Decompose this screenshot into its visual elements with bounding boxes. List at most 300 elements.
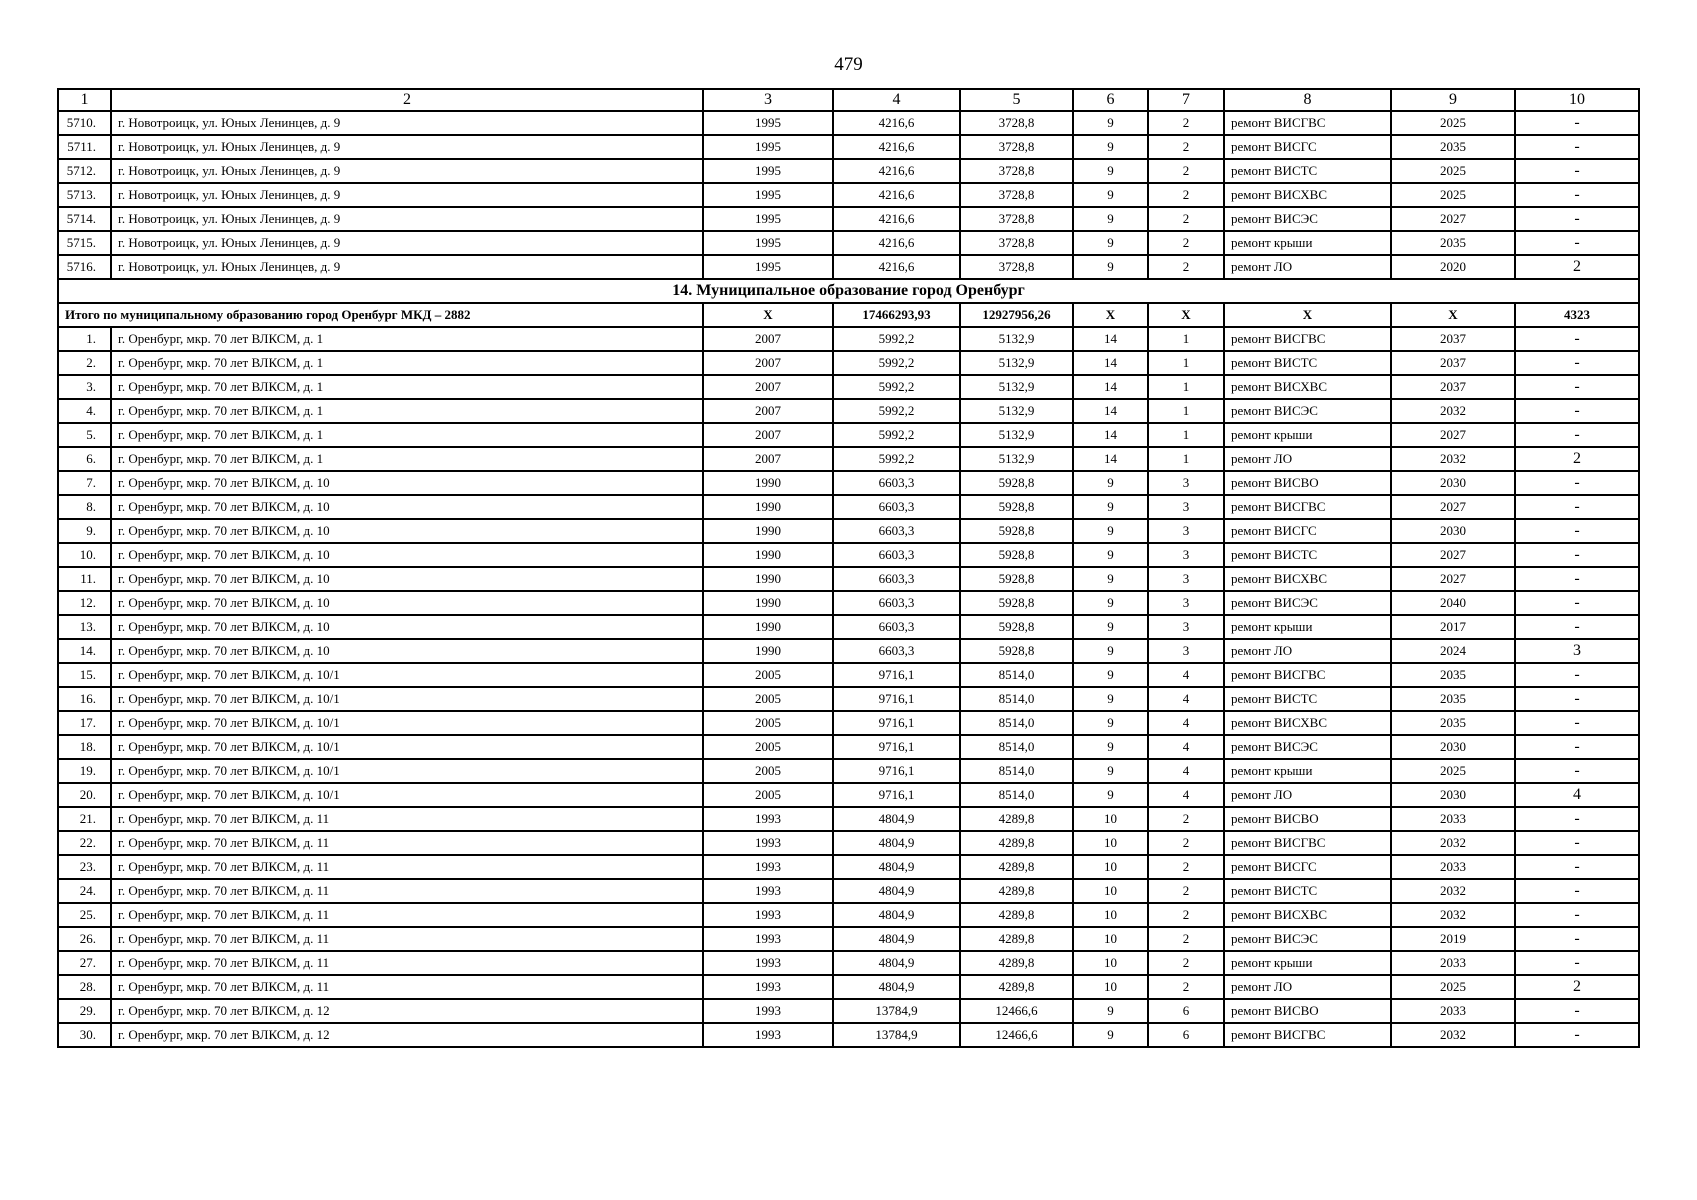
entrances-cell: 2 <box>1148 975 1224 999</box>
work-type-cell: ремонт крыши <box>1224 615 1391 639</box>
planned-year-cell: 2025 <box>1391 975 1515 999</box>
total-label: Итого по муниципальному образованию город Оренбург МКД – 2882 <box>58 303 703 327</box>
total-area-cell: 6603,3 <box>833 519 960 543</box>
floors-cell: 9 <box>1073 711 1148 735</box>
address-cell: г. Оренбург, мкр. 70 лет ВЛКСМ, д. 1 <box>111 399 703 423</box>
total-area-cell: 5992,2 <box>833 447 960 471</box>
floors-cell: 9 <box>1073 783 1148 807</box>
total-cell: 4323 <box>1515 303 1639 327</box>
address-cell: г. Оренбург, мкр. 70 лет ВЛКСМ, д. 11 <box>111 975 703 999</box>
total-cell: 12927956,26 <box>960 303 1073 327</box>
row-number-cell: 23. <box>58 855 111 879</box>
living-area-cell: 5928,8 <box>960 495 1073 519</box>
total-area-cell: 5992,2 <box>833 327 960 351</box>
living-area-cell: 8514,0 <box>960 735 1073 759</box>
entrances-cell: 3 <box>1148 543 1224 567</box>
year-built-cell: 2005 <box>703 663 833 687</box>
living-area-cell: 4289,8 <box>960 927 1073 951</box>
planned-year-cell: 2033 <box>1391 999 1515 1023</box>
total-area-cell: 5992,2 <box>833 375 960 399</box>
address-cell: г. Оренбург, мкр. 70 лет ВЛКСМ, д. 10/1 <box>111 735 703 759</box>
total-area-cell: 4804,9 <box>833 855 960 879</box>
quantity-cell: 2 <box>1515 255 1639 279</box>
row-number-cell: 17. <box>58 711 111 735</box>
quantity-cell: 3 <box>1515 639 1639 663</box>
floors-cell: 14 <box>1073 375 1148 399</box>
planned-year-cell: 2019 <box>1391 927 1515 951</box>
work-type-cell: ремонт ВИСТС <box>1224 159 1391 183</box>
entrances-cell: 2 <box>1148 183 1224 207</box>
work-type-cell: ремонт ВИСГС <box>1224 855 1391 879</box>
work-type-cell: ремонт ВИСВО <box>1224 471 1391 495</box>
row-number-cell: 12. <box>58 591 111 615</box>
work-type-cell: ремонт ВИСТС <box>1224 351 1391 375</box>
living-area-cell: 5132,9 <box>960 399 1073 423</box>
table-row <box>58 327 1639 351</box>
column-header: 5 <box>960 89 1073 111</box>
entrances-cell: 2 <box>1148 807 1224 831</box>
planned-year-cell: 2035 <box>1391 687 1515 711</box>
table-row <box>58 519 1639 543</box>
address-cell: г. Оренбург, мкр. 70 лет ВЛКСМ, д. 1 <box>111 327 703 351</box>
total-area-cell: 5992,2 <box>833 399 960 423</box>
address-cell: г. Оренбург, мкр. 70 лет ВЛКСМ, д. 10 <box>111 543 703 567</box>
entrances-cell: 2 <box>1148 159 1224 183</box>
planned-year-cell: 2027 <box>1391 207 1515 231</box>
year-built-cell: 1995 <box>703 255 833 279</box>
total-area-cell: 4216,6 <box>833 111 960 135</box>
planned-year-cell: 2030 <box>1391 783 1515 807</box>
quantity-cell: - <box>1515 615 1639 639</box>
entrances-cell: 2 <box>1148 903 1224 927</box>
living-area-cell: 5928,8 <box>960 567 1073 591</box>
living-area-cell: 8514,0 <box>960 783 1073 807</box>
total-area-cell: 4804,9 <box>833 879 960 903</box>
row-number-cell: 19. <box>58 759 111 783</box>
planned-year-cell: 2030 <box>1391 519 1515 543</box>
row-number-cell: 13. <box>58 615 111 639</box>
floors-cell: 9 <box>1073 495 1148 519</box>
entrances-cell: 2 <box>1148 207 1224 231</box>
work-type-cell: ремонт ВИСТС <box>1224 543 1391 567</box>
work-type-cell: ремонт ВИСВО <box>1224 999 1391 1023</box>
work-type-cell: ремонт ВИСГС <box>1224 135 1391 159</box>
total-area-cell: 6603,3 <box>833 639 960 663</box>
row-number-cell: 5710. <box>58 111 111 135</box>
work-type-cell: ремонт ВИСГВС <box>1224 1023 1391 1047</box>
entrances-cell: 4 <box>1148 687 1224 711</box>
quantity-cell: - <box>1515 663 1639 687</box>
year-built-cell: 1990 <box>703 495 833 519</box>
year-built-cell: 1990 <box>703 615 833 639</box>
year-built-cell: 1993 <box>703 807 833 831</box>
row-number-cell: 24. <box>58 879 111 903</box>
living-area-cell: 5928,8 <box>960 519 1073 543</box>
address-cell: г. Новотроицк, ул. Юных Ленинцев, д. 9 <box>111 231 703 255</box>
quantity-cell: - <box>1515 591 1639 615</box>
year-built-cell: 1990 <box>703 519 833 543</box>
table-row <box>58 807 1639 831</box>
address-cell: г. Оренбург, мкр. 70 лет ВЛКСМ, д. 1 <box>111 447 703 471</box>
total-area-cell: 9716,1 <box>833 663 960 687</box>
year-built-cell: 2007 <box>703 327 833 351</box>
quantity-cell: - <box>1515 735 1639 759</box>
address-cell: г. Оренбург, мкр. 70 лет ВЛКСМ, д. 1 <box>111 375 703 399</box>
living-area-cell: 5928,8 <box>960 543 1073 567</box>
living-area-cell: 5132,9 <box>960 447 1073 471</box>
table-row <box>58 159 1639 183</box>
work-type-cell: ремонт ВИСХВС <box>1224 375 1391 399</box>
living-area-cell: 5928,8 <box>960 471 1073 495</box>
address-cell: г. Оренбург, мкр. 70 лет ВЛКСМ, д. 11 <box>111 879 703 903</box>
table-row <box>58 255 1639 279</box>
living-area-cell: 5132,9 <box>960 351 1073 375</box>
table-row <box>58 567 1639 591</box>
work-type-cell: ремонт ВИСТС <box>1224 687 1391 711</box>
total-area-cell: 4216,6 <box>833 183 960 207</box>
living-area-cell: 5928,8 <box>960 639 1073 663</box>
floors-cell: 9 <box>1073 519 1148 543</box>
table-row <box>58 183 1639 207</box>
year-built-cell: 1990 <box>703 543 833 567</box>
year-built-cell: 1993 <box>703 903 833 927</box>
living-area-cell: 3728,8 <box>960 255 1073 279</box>
entrances-cell: 6 <box>1148 999 1224 1023</box>
row-number-cell: 15. <box>58 663 111 687</box>
quantity-cell: - <box>1515 831 1639 855</box>
year-built-cell: 1993 <box>703 855 833 879</box>
entrances-cell: 3 <box>1148 639 1224 663</box>
floors-cell: 9 <box>1073 687 1148 711</box>
total-area-cell: 6603,3 <box>833 543 960 567</box>
floors-cell: 14 <box>1073 399 1148 423</box>
quantity-cell: - <box>1515 231 1639 255</box>
row-number-cell: 14. <box>58 639 111 663</box>
column-header: 10 <box>1515 89 1639 111</box>
work-type-cell: ремонт ВИСЭС <box>1224 591 1391 615</box>
quantity-cell: - <box>1515 471 1639 495</box>
living-area-cell: 5132,9 <box>960 423 1073 447</box>
year-built-cell: 2005 <box>703 687 833 711</box>
entrances-cell: 1 <box>1148 327 1224 351</box>
total-area-cell: 6603,3 <box>833 591 960 615</box>
table-row <box>58 615 1639 639</box>
address-cell: г. Оренбург, мкр. 70 лет ВЛКСМ, д. 10/1 <box>111 687 703 711</box>
planned-year-cell: 2035 <box>1391 711 1515 735</box>
total-area-cell: 4216,6 <box>833 135 960 159</box>
floors-cell: 9 <box>1073 231 1148 255</box>
table-row <box>58 375 1639 399</box>
planned-year-cell: 2037 <box>1391 327 1515 351</box>
year-built-cell: 1993 <box>703 951 833 975</box>
entrances-cell: 2 <box>1148 111 1224 135</box>
floors-cell: 9 <box>1073 615 1148 639</box>
quantity-cell: - <box>1515 855 1639 879</box>
year-built-cell: 2007 <box>703 447 833 471</box>
entrances-cell: 1 <box>1148 399 1224 423</box>
total-area-cell: 13784,9 <box>833 1023 960 1047</box>
year-built-cell: 1990 <box>703 471 833 495</box>
page-number: 479 <box>834 54 863 75</box>
table-row <box>58 711 1639 735</box>
floors-cell: 9 <box>1073 759 1148 783</box>
quantity-cell: - <box>1515 951 1639 975</box>
floors-cell: 9 <box>1073 999 1148 1023</box>
work-type-cell: ремонт ВИСГВС <box>1224 495 1391 519</box>
address-cell: г. Оренбург, мкр. 70 лет ВЛКСМ, д. 11 <box>111 807 703 831</box>
planned-year-cell: 2030 <box>1391 471 1515 495</box>
total-area-cell: 4216,6 <box>833 255 960 279</box>
address-cell: г. Оренбург, мкр. 70 лет ВЛКСМ, д. 1 <box>111 351 703 375</box>
planned-year-cell: 2025 <box>1391 111 1515 135</box>
table-row <box>58 951 1639 975</box>
work-type-cell: ремонт ВИСЭС <box>1224 735 1391 759</box>
planned-year-cell: 2025 <box>1391 759 1515 783</box>
table-row <box>58 879 1639 903</box>
work-type-cell: ремонт ВИСТС <box>1224 879 1391 903</box>
total-area-cell: 9716,1 <box>833 711 960 735</box>
table-row <box>58 495 1639 519</box>
year-built-cell: 1993 <box>703 831 833 855</box>
entrances-cell: 3 <box>1148 615 1224 639</box>
row-number-cell: 10. <box>58 543 111 567</box>
section-title: 14. Муниципальное образование город Оренбург <box>58 279 1639 303</box>
table-row <box>58 543 1639 567</box>
planned-year-cell: 2033 <box>1391 807 1515 831</box>
row-number-cell: 25. <box>58 903 111 927</box>
address-cell: г. Оренбург, мкр. 70 лет ВЛКСМ, д. 11 <box>111 927 703 951</box>
work-type-cell: ремонт ВИСГВС <box>1224 111 1391 135</box>
row-number-cell: 28. <box>58 975 111 999</box>
row-number-cell: 5715. <box>58 231 111 255</box>
planned-year-cell: 2032 <box>1391 399 1515 423</box>
table-row <box>58 111 1639 135</box>
row-number-cell: 29. <box>58 999 111 1023</box>
row-number-cell: 18. <box>58 735 111 759</box>
row-number-cell: 5714. <box>58 207 111 231</box>
planned-year-cell: 2032 <box>1391 879 1515 903</box>
total-area-cell: 4804,9 <box>833 951 960 975</box>
living-area-cell: 4289,8 <box>960 951 1073 975</box>
living-area-cell: 8514,0 <box>960 687 1073 711</box>
work-type-cell: ремонт ЛО <box>1224 255 1391 279</box>
quantity-cell: - <box>1515 687 1639 711</box>
entrances-cell: 3 <box>1148 471 1224 495</box>
address-cell: г. Оренбург, мкр. 70 лет ВЛКСМ, д. 11 <box>111 903 703 927</box>
quantity-cell: - <box>1515 375 1639 399</box>
table-row <box>58 1023 1639 1047</box>
work-type-cell: ремонт ВИСЭС <box>1224 399 1391 423</box>
row-number-cell: 3. <box>58 375 111 399</box>
total-cell: X <box>1148 303 1224 327</box>
work-type-cell: ремонт ВИСХВС <box>1224 567 1391 591</box>
living-area-cell: 3728,8 <box>960 135 1073 159</box>
planned-year-cell: 2032 <box>1391 447 1515 471</box>
address-cell: г. Оренбург, мкр. 70 лет ВЛКСМ, д. 10 <box>111 639 703 663</box>
table-row <box>58 735 1639 759</box>
living-area-cell: 5132,9 <box>960 375 1073 399</box>
floors-cell: 9 <box>1073 735 1148 759</box>
living-area-cell: 5928,8 <box>960 615 1073 639</box>
planned-year-cell: 2020 <box>1391 255 1515 279</box>
quantity-cell: - <box>1515 927 1639 951</box>
entrances-cell: 1 <box>1148 375 1224 399</box>
year-built-cell: 2005 <box>703 711 833 735</box>
floors-cell: 10 <box>1073 831 1148 855</box>
total-row <box>58 303 1639 327</box>
total-area-cell: 4216,6 <box>833 159 960 183</box>
address-cell: г. Новотроицк, ул. Юных Ленинцев, д. 9 <box>111 207 703 231</box>
row-number-cell: 4. <box>58 399 111 423</box>
column-header: 1 <box>58 89 111 111</box>
total-area-cell: 6603,3 <box>833 567 960 591</box>
column-header: 9 <box>1391 89 1515 111</box>
quantity-cell: - <box>1515 543 1639 567</box>
row-number-cell: 5712. <box>58 159 111 183</box>
quantity-cell: 2 <box>1515 447 1639 471</box>
living-area-cell: 8514,0 <box>960 711 1073 735</box>
planned-year-cell: 2032 <box>1391 1023 1515 1047</box>
year-built-cell: 1995 <box>703 135 833 159</box>
row-number-cell: 9. <box>58 519 111 543</box>
floors-cell: 14 <box>1073 423 1148 447</box>
planned-year-cell: 2030 <box>1391 735 1515 759</box>
address-cell: г. Оренбург, мкр. 70 лет ВЛКСМ, д. 10 <box>111 591 703 615</box>
address-cell: г. Оренбург, мкр. 70 лет ВЛКСМ, д. 12 <box>111 1023 703 1047</box>
planned-year-cell: 2035 <box>1391 135 1515 159</box>
living-area-cell: 4289,8 <box>960 903 1073 927</box>
row-number-cell: 21. <box>58 807 111 831</box>
work-type-cell: ремонт ВИСГС <box>1224 519 1391 543</box>
entrances-cell: 4 <box>1148 711 1224 735</box>
row-number-cell: 5. <box>58 423 111 447</box>
row-number-cell: 5713. <box>58 183 111 207</box>
planned-year-cell: 2027 <box>1391 567 1515 591</box>
work-type-cell: ремонт ВИСГВС <box>1224 327 1391 351</box>
floors-cell: 9 <box>1073 663 1148 687</box>
planned-year-cell: 2033 <box>1391 951 1515 975</box>
table-row <box>58 831 1639 855</box>
floors-cell: 10 <box>1073 855 1148 879</box>
row-number-cell: 27. <box>58 951 111 975</box>
register-table <box>57 88 1640 1048</box>
address-cell: г. Оренбург, мкр. 70 лет ВЛКСМ, д. 11 <box>111 951 703 975</box>
column-header: 4 <box>833 89 960 111</box>
entrances-cell: 2 <box>1148 951 1224 975</box>
year-built-cell: 2005 <box>703 759 833 783</box>
entrances-cell: 3 <box>1148 567 1224 591</box>
year-built-cell: 1993 <box>703 1023 833 1047</box>
floors-cell: 9 <box>1073 159 1148 183</box>
quantity-cell: - <box>1515 903 1639 927</box>
row-number-cell: 16. <box>58 687 111 711</box>
planned-year-cell: 2032 <box>1391 903 1515 927</box>
quantity-cell: - <box>1515 423 1639 447</box>
table-row <box>58 423 1639 447</box>
planned-year-cell: 2040 <box>1391 591 1515 615</box>
living-area-cell: 12466,6 <box>960 999 1073 1023</box>
table-body-bottom <box>58 327 1639 1047</box>
year-built-cell: 2007 <box>703 351 833 375</box>
floors-cell: 9 <box>1073 111 1148 135</box>
floors-cell: 9 <box>1073 591 1148 615</box>
entrances-cell: 3 <box>1148 591 1224 615</box>
address-cell: г. Оренбург, мкр. 70 лет ВЛКСМ, д. 1 <box>111 423 703 447</box>
planned-year-cell: 2037 <box>1391 375 1515 399</box>
year-built-cell: 2007 <box>703 399 833 423</box>
address-cell: г. Оренбург, мкр. 70 лет ВЛКСМ, д. 10 <box>111 495 703 519</box>
quantity-cell: - <box>1515 495 1639 519</box>
total-area-cell: 4804,9 <box>833 927 960 951</box>
planned-year-cell: 2035 <box>1391 231 1515 255</box>
address-cell: г. Новотроицк, ул. Юных Ленинцев, д. 9 <box>111 111 703 135</box>
living-area-cell: 4289,8 <box>960 855 1073 879</box>
floors-cell: 9 <box>1073 471 1148 495</box>
address-cell: г. Оренбург, мкр. 70 лет ВЛКСМ, д. 10 <box>111 471 703 495</box>
total-area-cell: 4216,6 <box>833 207 960 231</box>
total-area-cell: 6603,3 <box>833 495 960 519</box>
row-number-cell: 5711. <box>58 135 111 159</box>
table-row <box>58 855 1639 879</box>
living-area-cell: 4289,8 <box>960 831 1073 855</box>
living-area-cell: 3728,8 <box>960 231 1073 255</box>
row-number-cell: 6. <box>58 447 111 471</box>
floors-cell: 10 <box>1073 903 1148 927</box>
quantity-cell: - <box>1515 1023 1639 1047</box>
planned-year-cell: 2024 <box>1391 639 1515 663</box>
work-type-cell: ремонт ВИСЭС <box>1224 207 1391 231</box>
year-built-cell: 1995 <box>703 231 833 255</box>
total-area-cell: 9716,1 <box>833 735 960 759</box>
floors-cell: 14 <box>1073 351 1148 375</box>
table-row <box>58 135 1639 159</box>
table-row <box>58 351 1639 375</box>
row-number-cell: 22. <box>58 831 111 855</box>
entrances-cell: 1 <box>1148 447 1224 471</box>
work-type-cell: ремонт ВИСВО <box>1224 807 1391 831</box>
entrances-cell: 3 <box>1148 495 1224 519</box>
year-built-cell: 2007 <box>703 423 833 447</box>
work-type-cell: ремонт ЛО <box>1224 975 1391 999</box>
year-built-cell: 1990 <box>703 591 833 615</box>
total-area-cell: 13784,9 <box>833 999 960 1023</box>
total-area-cell: 9716,1 <box>833 783 960 807</box>
work-type-cell: ремонт ВИСЭС <box>1224 927 1391 951</box>
entrances-cell: 1 <box>1148 351 1224 375</box>
living-area-cell: 3728,8 <box>960 111 1073 135</box>
table-row <box>58 639 1639 663</box>
address-cell: г. Оренбург, мкр. 70 лет ВЛКСМ, д. 10 <box>111 567 703 591</box>
floors-cell: 10 <box>1073 975 1148 999</box>
column-header: 7 <box>1148 89 1224 111</box>
total-area-cell: 5992,2 <box>833 423 960 447</box>
entrances-cell: 3 <box>1148 519 1224 543</box>
living-area-cell: 8514,0 <box>960 663 1073 687</box>
column-header: 2 <box>111 89 703 111</box>
living-area-cell: 8514,0 <box>960 759 1073 783</box>
planned-year-cell: 2025 <box>1391 159 1515 183</box>
floors-cell: 9 <box>1073 567 1148 591</box>
year-built-cell: 2007 <box>703 375 833 399</box>
floors-cell: 9 <box>1073 255 1148 279</box>
address-cell: г. Оренбург, мкр. 70 лет ВЛКСМ, д. 10 <box>111 519 703 543</box>
address-cell: г. Новотроицк, ул. Юных Ленинцев, д. 9 <box>111 135 703 159</box>
quantity-cell: - <box>1515 135 1639 159</box>
total-cell: X <box>1391 303 1515 327</box>
table-row <box>58 591 1639 615</box>
total-cell: X <box>1224 303 1391 327</box>
work-type-cell: ремонт ЛО <box>1224 447 1391 471</box>
